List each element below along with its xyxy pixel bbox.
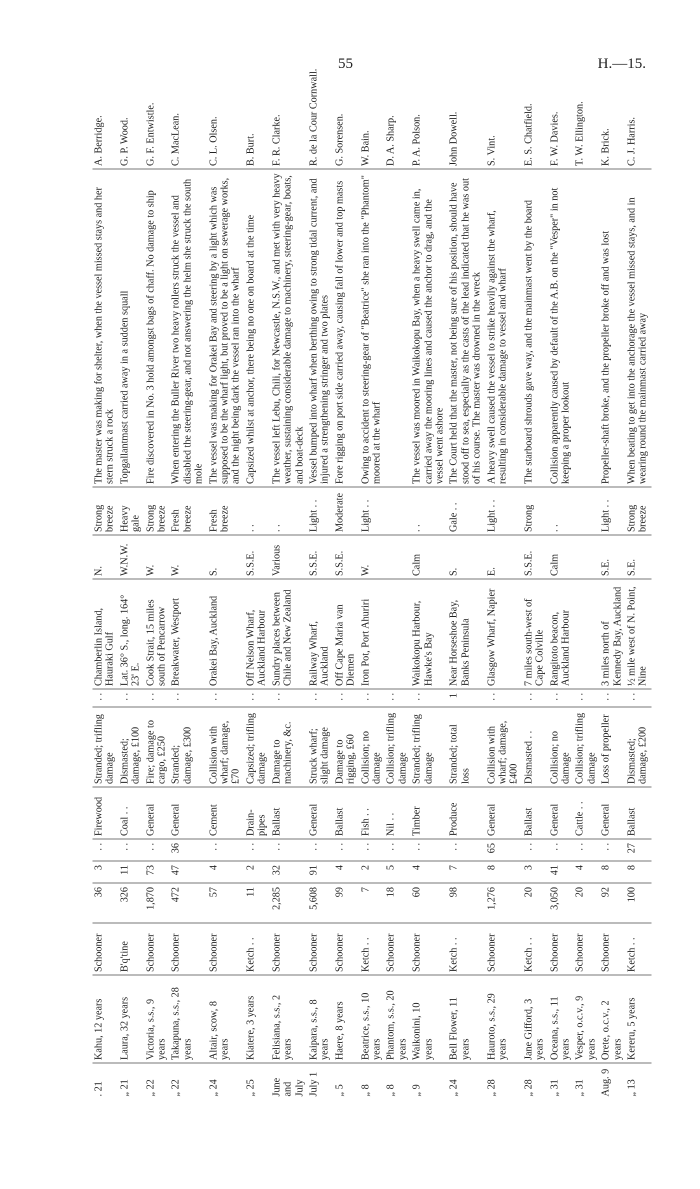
cell-nature: Fire; damage to cargo, £250 xyxy=(144,708,170,788)
cell-wind: Calm xyxy=(411,536,448,580)
table-row xyxy=(448,0,485,1100)
cell-cause: Capsized whilst at anchor, there being no one on board at the time xyxy=(244,170,270,488)
table-row xyxy=(522,0,548,1100)
cell-rig: Schooner xyxy=(170,924,207,976)
cell-tons: 57 xyxy=(207,884,244,924)
cell-nature: Struck wharf; slight damage xyxy=(307,708,333,788)
cell-date: „ 9 xyxy=(411,1084,423,1097)
cell-cause: Topgallantmast carried away in a sudden squall xyxy=(118,170,144,488)
cell-force: Strong breeze xyxy=(93,488,119,536)
cell-date: „ 31 xyxy=(574,1079,586,1097)
table-row xyxy=(626,0,652,1100)
cell-place: Off Cape Maria van Diemen xyxy=(333,580,359,690)
cell-cause: The vessel was making for Orakei Bay and steering by a light which was supposed to be the wharf light, but proved to be a light on sewerage works, and the night being dark the vessel ran into the wharf xyxy=(207,170,244,488)
cell-cause: When entering the Buller River two heavy rollers struck the vessel and disabled the steering-gear, and not answering the helm she struck the south mole xyxy=(170,170,207,488)
table-row xyxy=(207,0,244,1100)
cell-wind: S.E. xyxy=(626,536,652,580)
cell-lives: . . xyxy=(548,690,574,708)
cell-crew: 41 xyxy=(548,862,574,884)
cell-rig: Ketch . . xyxy=(448,924,485,976)
cell-vessel: Laura, 32 years xyxy=(118,976,144,1064)
cell-nature: Dismasted; damage, £100 xyxy=(118,708,144,788)
cell-cause: Fore rigging on port side carried away, causing fall of lower and top masts xyxy=(333,170,359,488)
cell-crew: 11 xyxy=(118,862,144,884)
cell-crew: 4 xyxy=(411,862,448,884)
cell-tons: 20 xyxy=(574,884,600,924)
table-row xyxy=(170,0,207,1100)
cell-cause: Fire discovered in No. 3 hold amongst bags of chaff. No damage to ship xyxy=(144,170,170,488)
cell-nature: Stranded; trifling damage xyxy=(93,708,119,788)
cell-date: „ 24 xyxy=(208,1079,220,1097)
cell-wind: N. xyxy=(93,536,119,580)
cell-vessel: Kiatere, 3 years xyxy=(244,976,270,1064)
cell-tons: 99 xyxy=(333,884,359,924)
cell-pass: . . xyxy=(270,840,307,862)
cell-cargo: General xyxy=(170,788,207,840)
cell-rig: Schooner xyxy=(307,924,333,976)
cell-date: July 1 xyxy=(308,1071,320,1097)
cell-tons: 5,608 xyxy=(307,884,333,924)
cell-lives: . . xyxy=(93,690,119,708)
cell-tons: 2,285 xyxy=(270,884,307,924)
cell-force: Light . . xyxy=(307,488,333,536)
cell-rig: Schooner xyxy=(548,924,574,976)
cell-crew: 2 xyxy=(244,862,270,884)
cell-crew: 3 xyxy=(93,862,119,884)
cell-vessel: Haere, 8 years xyxy=(333,976,359,1064)
cell-date: „ 21 xyxy=(119,1079,131,1097)
cell-cargo: Produce xyxy=(448,788,485,840)
cell-cargo: Drain-pipes xyxy=(244,788,270,840)
cell-wind: W.N.W. xyxy=(118,536,144,580)
table-row xyxy=(600,0,626,1100)
cell-rig: Schooner xyxy=(93,924,119,976)
cell-place xyxy=(574,580,600,690)
cell-cargo: Firewood xyxy=(93,788,119,840)
casualty-table xyxy=(93,0,652,1100)
cell-officer: G. P. Wood. xyxy=(118,0,144,170)
cell-crew: 8 xyxy=(600,862,626,884)
cell-cargo: General xyxy=(600,788,626,840)
cell-lives: . . xyxy=(170,690,207,708)
cell-cargo: General xyxy=(485,788,522,840)
cell-force: Light . . xyxy=(485,488,522,536)
table-row xyxy=(333,0,359,1100)
cell-wind: S.S.E. xyxy=(244,536,270,580)
cell-cargo: Nil . . xyxy=(385,788,411,840)
cell-lives: . . xyxy=(144,690,170,708)
cell-force: Light . . xyxy=(359,488,385,536)
cell-lives: . . xyxy=(385,690,411,708)
cell-pass: . . xyxy=(448,840,485,862)
cell-officer: B. Burt. xyxy=(244,0,270,170)
cell-vessel: Vesper, o.c.v., 9 years xyxy=(574,976,600,1064)
table-row xyxy=(118,0,144,1100)
cell-tons: 100 xyxy=(626,884,652,924)
cell-lives: . . xyxy=(270,690,307,708)
cell-wind: E. xyxy=(485,536,522,580)
cell-officer: G. Sorensen. xyxy=(333,0,359,170)
cell-place: 3 miles north of Kennedy Bay, Auckland xyxy=(600,580,626,690)
cell-officer: D. A. Sharp. xyxy=(385,0,411,170)
cell-wind: S.S.E. xyxy=(307,536,333,580)
cell-date: „ 31 xyxy=(549,1079,561,1097)
cell-crew: 4 xyxy=(333,862,359,884)
cell-wind: S. xyxy=(207,536,244,580)
cell-pass: . . xyxy=(307,840,333,862)
cell-lives: . . xyxy=(244,690,270,708)
table-body xyxy=(93,0,652,1100)
cell-wind: S.S.E. xyxy=(522,536,548,580)
cell-place: Iron Pot, Port Ahuriri xyxy=(359,580,385,690)
cell-place: Waikokopu Harbour, Hawke's Bay xyxy=(411,580,448,690)
cell-nature: Damage to machinery, &c. xyxy=(270,708,307,788)
table-row xyxy=(307,0,333,1100)
cell-cause: The Court held that the master, not being sure of his position, should have stood off to sea, especially as the casts of the lead indicated that he was out of his course. The master was drowned in the wreck xyxy=(448,170,485,488)
cell-cause: The vessel left Lebu, Chili, for Newcastle, N.S.W., and met with very heavy weather, sustaining considerable damage to machinery, steering-gear, boats, and boat-deck xyxy=(270,170,307,488)
cell-officer: C. L. Olsen. xyxy=(207,0,244,170)
cell-lives: . . xyxy=(485,690,522,708)
cell-wind: S.E. xyxy=(600,536,626,580)
cell-tons: 60 xyxy=(411,884,448,924)
cell-force: Gale . . xyxy=(448,488,485,536)
cell-officer: F. R. Clarke. xyxy=(270,0,307,170)
cell-lives: . . xyxy=(600,690,626,708)
cell-officer: C. MacLean. xyxy=(170,0,207,170)
cell-officer: S. Vint. xyxy=(485,0,522,170)
cell-vessel: Orete, o.c.v., 2 years xyxy=(600,976,626,1064)
cell-rig: Schooner xyxy=(333,924,359,976)
cell-place: Railway Wharf, Auckland xyxy=(307,580,333,690)
cell-lives: . . xyxy=(207,690,244,708)
cell-crew: 8 xyxy=(485,862,522,884)
cell-cargo: Coal . . xyxy=(118,788,144,840)
cell-cargo: Fish . . xyxy=(359,788,385,840)
cell-place xyxy=(385,580,411,690)
cell-vessel: Kereru, 5 years xyxy=(626,976,652,1064)
cell-lives: . . xyxy=(307,690,333,708)
cell-rig: Schooner xyxy=(385,924,411,976)
cell-pass: 36 xyxy=(170,840,207,862)
table-row xyxy=(359,0,385,1100)
cell-force: Strong breeze xyxy=(144,488,170,536)
cell-rig: Ketch . . xyxy=(244,924,270,976)
cell-cargo: General xyxy=(307,788,333,840)
cell-date: „ 8 xyxy=(385,1084,397,1097)
cell-vessel: Victoria, s.s., 9 years xyxy=(144,976,170,1064)
cell-rig: Schooner xyxy=(207,924,244,976)
table-row xyxy=(548,0,574,1100)
cell-officer: W. Bain. xyxy=(359,0,385,170)
cell-date: „ 22 xyxy=(170,1079,182,1097)
cell-officer: R. de la Cour Cornwall. xyxy=(307,0,333,170)
cell-crew: 91 xyxy=(307,862,333,884)
cell-force xyxy=(385,488,411,536)
cell-cause: Propeller-shaft broke, and the propeller broke off and was lost xyxy=(600,170,626,488)
cell-lives: . . xyxy=(359,690,385,708)
cell-lives: 1 xyxy=(448,690,485,708)
table-row xyxy=(144,0,170,1100)
cell-nature: Collision with wharf; damage, £400 xyxy=(485,708,522,788)
cell-lives: . . xyxy=(411,690,448,708)
cell-officer: E. S. Chatfield. xyxy=(522,0,548,170)
cell-cause: The vessel was moored in Waikokopu Bay, when a heavy swell came in, carried away the mooring lines and caused the anchor to drag, and the vessel went ashore xyxy=(411,170,448,488)
table-row xyxy=(385,0,411,1100)
cell-vessel: Altair, scow, 8 years xyxy=(207,976,244,1064)
cell-officer: A. Berridge. xyxy=(93,0,119,170)
cell-force: Fresh breeze xyxy=(170,488,207,536)
cell-tons: 36 xyxy=(93,884,119,924)
cell-cargo: Ballast xyxy=(270,788,307,840)
cell-tons: 20 xyxy=(522,884,548,924)
cell-pass: 27 xyxy=(626,840,652,862)
cell-crew: 3 xyxy=(522,862,548,884)
cell-cause: The master was making for shelter, when the vessel missed stays and her stern struck a rock xyxy=(93,170,119,488)
cell-tons: 326 xyxy=(118,884,144,924)
cell-nature: Stranded; total loss xyxy=(448,708,485,788)
cell-pass: . . xyxy=(93,840,119,862)
cell-vessel: Kaipara, s.s., 8 years xyxy=(307,976,333,1064)
cell-cargo: Timber xyxy=(411,788,448,840)
cell-officer: F. W. Davies. xyxy=(548,0,574,170)
cell-cause xyxy=(574,170,600,488)
cell-force: Light . . xyxy=(600,488,626,536)
cell-force xyxy=(574,488,600,536)
cell-cargo: General xyxy=(548,788,574,840)
cell-rig: B'q'tine xyxy=(118,924,144,976)
cell-vessel: Felisiana, s.s., 2 years xyxy=(270,976,307,1064)
cell-pass: . . xyxy=(385,840,411,862)
cell-place: 7 miles south-west of Cape Colville xyxy=(522,580,548,690)
cell-date: June and July xyxy=(271,1077,305,1097)
cell-place: Rangitoto beacon, Auckland Harbour xyxy=(548,580,574,690)
cell-cargo: General xyxy=(144,788,170,840)
cell-tons: 98 xyxy=(448,884,485,924)
cell-pass: . . xyxy=(207,840,244,862)
cell-place: Chamberlin Island, Hauraki Gulf xyxy=(93,580,119,690)
cell-date: „ 28 xyxy=(486,1079,498,1097)
cell-nature: Dismasted; damage, £200 xyxy=(626,708,652,788)
cell-crew: 4 xyxy=(574,862,600,884)
cell-place: Off Nelson Wharf, Auckland Harbour xyxy=(244,580,270,690)
cell-vessel: Beatrice, s.s., 10 years xyxy=(359,976,385,1064)
cell-place: Orakei Bay, Auckland xyxy=(207,580,244,690)
cell-rig: Schooner xyxy=(411,924,448,976)
cell-nature: Collision; trifling damage xyxy=(574,708,600,788)
cell-tons: 472 xyxy=(170,884,207,924)
cell-force: . . xyxy=(270,488,307,536)
cell-rig: Schooner xyxy=(485,924,522,976)
table-row xyxy=(93,0,119,1100)
cell-cause: The starboard shrouds gave way, and the mainmast went by the board xyxy=(522,170,548,488)
cell-cargo: Ballast xyxy=(333,788,359,840)
cell-officer: T. W. Ellington. xyxy=(574,0,600,170)
cell-pass: . . xyxy=(244,840,270,862)
table-row xyxy=(411,0,448,1100)
cell-date: „ 5 xyxy=(334,1084,346,1097)
cell-cause xyxy=(385,170,411,488)
cell-cause: When beating to get into the anchorage the vessel missed stays, and in wearing round the mainmast carried away xyxy=(626,170,652,488)
cell-place: ½ mile west of N. Point, Nine xyxy=(626,580,652,690)
cell-lives: . . xyxy=(626,690,652,708)
cell-cause: Vessel bumped into wharf when berthing owing to strong tidal current, and injured a strengthening stringer and two plates xyxy=(307,170,333,488)
cell-force: Strong xyxy=(522,488,548,536)
cell-place: Breakwater, Westport xyxy=(170,580,207,690)
cell-crew: 47 xyxy=(170,862,207,884)
cell-wind: Various xyxy=(270,536,307,580)
cell-vessel: Bell Flower, 11 years xyxy=(448,976,485,1064)
cell-officer: G. F. Entwistle. xyxy=(144,0,170,170)
cell-officer: P. A. Polson. xyxy=(411,0,448,170)
cell-nature: Collision; no damage xyxy=(548,708,574,788)
cell-pass: . . xyxy=(600,840,626,862)
cell-crew: 4 xyxy=(207,862,244,884)
cell-date: „ 28 xyxy=(523,1079,535,1097)
cell-cargo: Cattle . . xyxy=(574,788,600,840)
cell-nature: Stranded; trifling damage xyxy=(411,708,448,788)
cell-tons: 18 xyxy=(385,884,411,924)
cell-vessel: Takapuna, s.s., 28 years xyxy=(170,976,207,1064)
cell-pass: . . xyxy=(118,840,144,862)
cell-nature: Damage to rigging, £60 xyxy=(333,708,359,788)
cell-officer: C. J. Harris. xyxy=(626,0,652,170)
cell-crew: 8 xyxy=(626,862,652,884)
cell-cause: A heavy swell caused the vessel to strike heavily against the wharf, resulting in considerable damage to vessel and wharf xyxy=(485,170,522,488)
cell-rig: Ketch . . xyxy=(626,924,652,976)
cell-date: „ 25 xyxy=(245,1079,257,1097)
cell-force: Fresh breeze xyxy=(207,488,244,536)
cell-place: Sundry places between Chile and New Zealand xyxy=(270,580,307,690)
table-row xyxy=(574,0,600,1100)
cell-rig: Ketch . . xyxy=(359,924,385,976)
cell-wind: W. xyxy=(170,536,207,580)
cell-place: Cook Strait, 15 miles south of Pencarrow xyxy=(144,580,170,690)
cell-tons: 1,276 xyxy=(485,884,522,924)
cell-crew: 2 xyxy=(359,862,385,884)
cell-rig: Schooner xyxy=(574,924,600,976)
cell-wind xyxy=(574,536,600,580)
cell-vessel: Kahu, 12 years xyxy=(93,976,119,1064)
cell-rig: Ketch . . xyxy=(522,924,548,976)
cell-nature: Stranded; damage, £300 xyxy=(170,708,207,788)
cell-pass: 65 xyxy=(485,840,522,862)
cell-place: Lat. 36° S., long. 164° 23' E. xyxy=(118,580,144,690)
cell-lives: . . xyxy=(333,690,359,708)
cell-rig: Schooner xyxy=(144,924,170,976)
cell-pass: . . xyxy=(333,840,359,862)
table-row xyxy=(244,0,270,1100)
cell-nature: Collision; no damage xyxy=(359,708,385,788)
cell-crew: 73 xyxy=(144,862,170,884)
cell-tons: 1,870 xyxy=(144,884,170,924)
cell-crew: 5 xyxy=(385,862,411,884)
cell-rig: Schooner xyxy=(600,924,626,976)
cell-vessel: Oceana, s.s., 11 years xyxy=(548,976,574,1064)
cell-wind: W. xyxy=(359,536,385,580)
cell-rig: Schooner xyxy=(270,924,307,976)
cell-force: . . xyxy=(548,488,574,536)
cell-vessel: Hauroto, s.s., 29 years xyxy=(485,976,522,1064)
cell-date: Aug. 9 xyxy=(600,1068,612,1097)
cell-crew: 32 xyxy=(270,862,307,884)
table-row xyxy=(485,0,522,1100)
cell-lives: . . xyxy=(522,690,548,708)
cell-nature: Loss of propeller xyxy=(600,708,626,788)
cell-nature: Collision with wharf; damage, £70 xyxy=(207,708,244,788)
cell-pass: . . xyxy=(144,840,170,862)
cell-tons: 3,050 xyxy=(548,884,574,924)
cell-date: „ 24 xyxy=(448,1079,460,1097)
cell-date: „ 8 xyxy=(360,1084,372,1097)
cell-wind: S.S.E. xyxy=(333,536,359,580)
document-reference: H.—15. xyxy=(597,56,646,72)
cell-wind: S. xyxy=(448,536,485,580)
cell-wind: W. xyxy=(144,536,170,580)
cell-lives: . . xyxy=(118,690,144,708)
cell-nature: Capsized; trifling damage xyxy=(244,708,270,788)
cell-force: . . xyxy=(244,488,270,536)
cell-nature: Dismasted . . xyxy=(522,708,548,788)
cell-vessel: Jane Gifford, 3 years xyxy=(522,976,548,1064)
cell-nature: Collision; trifling damage xyxy=(385,708,411,788)
cell-vessel: Waikonini, 10 years xyxy=(411,976,448,1064)
cell-force: Strong breeze xyxy=(626,488,652,536)
cell-wind xyxy=(385,536,411,580)
cell-officer: K. Brick. xyxy=(600,0,626,170)
cell-tons: 92 xyxy=(600,884,626,924)
cell-pass: . . xyxy=(548,840,574,862)
cell-vessel: Phantom, s.s., 20 years xyxy=(385,976,411,1064)
cell-pass: . . xyxy=(359,840,385,862)
cell-date: . 21 xyxy=(93,1081,105,1097)
cell-crew: 7 xyxy=(448,862,485,884)
cell-pass: . . xyxy=(522,840,548,862)
cell-wind: Calm xyxy=(548,536,574,580)
cell-cause: Owing to accident to steering-gear of "Beatrice" she ran into the "Phantom" moored at the wharf xyxy=(359,170,385,488)
cell-cause: Collision apparently caused by default of the A.B. on the "Vesper" in not keeping a proper lookout xyxy=(548,170,574,488)
table-row xyxy=(270,0,307,1100)
cell-place: Near Horseshoe Bay, Banks Peninsula xyxy=(448,580,485,690)
cell-cargo: Ballast xyxy=(626,788,652,840)
cell-pass: . . xyxy=(411,840,448,862)
cell-force: Heavy gale xyxy=(118,488,144,536)
cell-place: Glasgow Wharf, Napier xyxy=(485,580,522,690)
cell-lives: . . xyxy=(574,690,600,708)
cell-pass: . . xyxy=(574,840,600,862)
cell-cargo: Ballast xyxy=(522,788,548,840)
page-number: 55 xyxy=(338,56,353,72)
cell-date: „ 13 xyxy=(626,1079,638,1097)
cell-date: „ 22 xyxy=(145,1079,157,1097)
cell-force: Moderate xyxy=(333,488,359,536)
cell-tons: 7 xyxy=(359,884,385,924)
cell-officer: John Dowell. xyxy=(448,0,485,170)
cell-tons: 11 xyxy=(244,884,270,924)
cell-cargo: Cement xyxy=(207,788,244,840)
cell-force: . . xyxy=(411,488,448,536)
